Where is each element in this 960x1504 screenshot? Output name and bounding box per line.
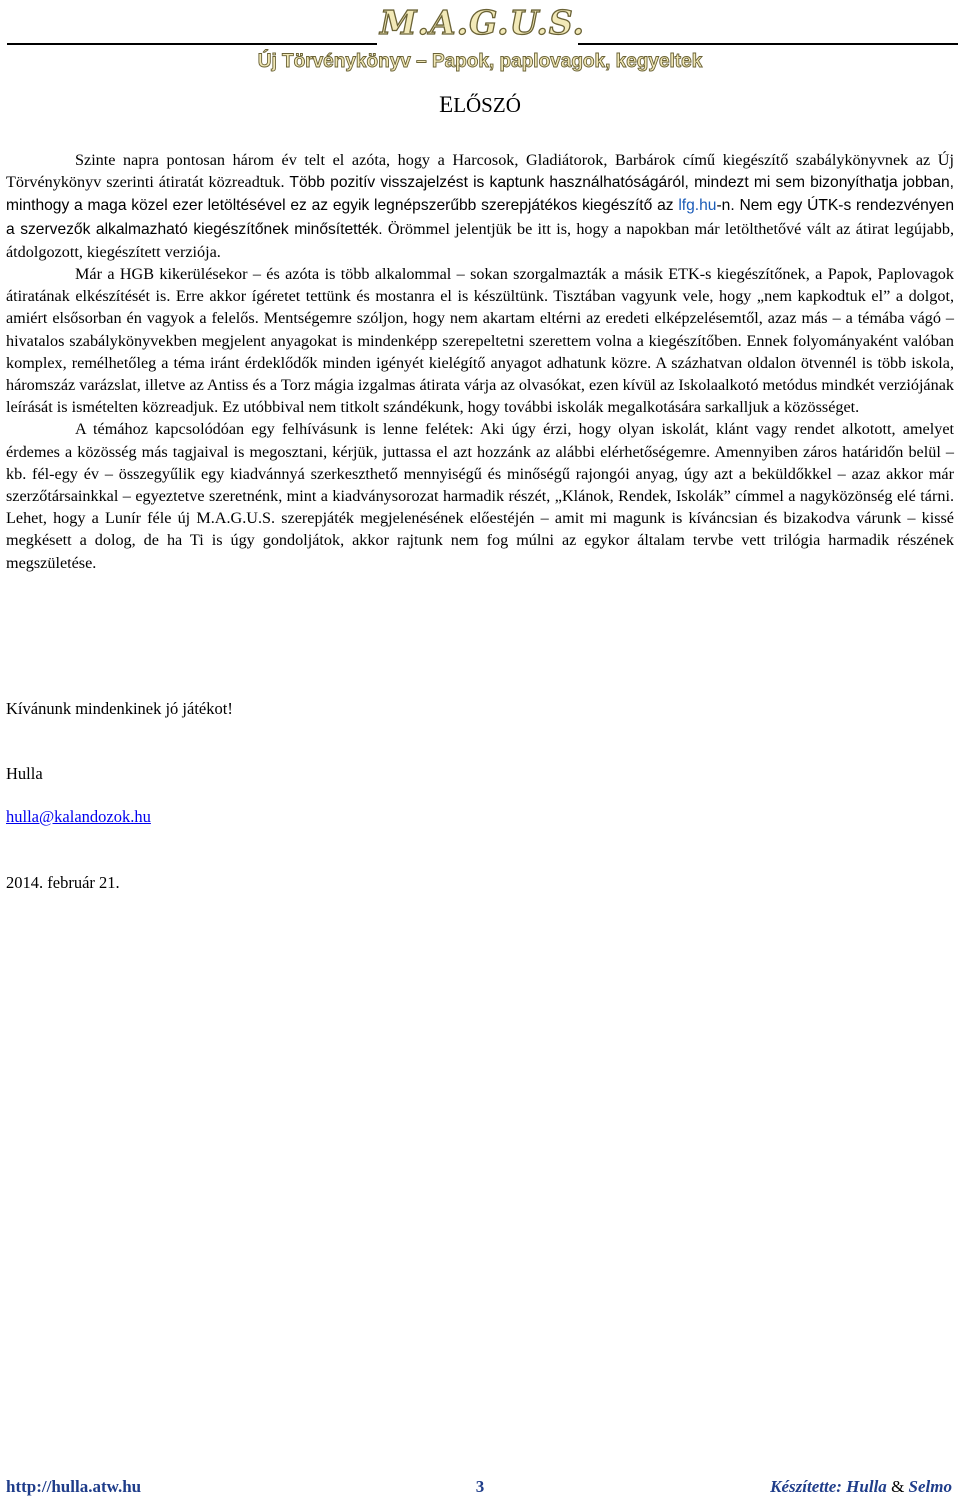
page-number: 3	[475, 1477, 485, 1496]
p2-sentence-1: Már a HGB kikerülésekor – és azóta is több alkalommal – sokan szorgalmazták a másik ETK-s kiegészítőnek, a Papok, Paplovagok átiratának elkészítését is. Erre akkor ígéretet tettünk és mostanra el is készültünk. Tisztában vagyunk vele, hogy „nem kapkodtuk el” a dolgot, amiért elsősorban én vagyok a felelős.	[6, 265, 954, 328]
credit-suffix: Selmo	[904, 1477, 952, 1496]
header-rule-right	[578, 43, 958, 45]
closing-line: Kívánunk mindenkinek jó játékot!	[6, 699, 233, 718]
paragraph-2	[6, 263, 954, 418]
p1-sentence-1: Szinte napra pontosan három év telt el azóta, hogy a Harcosok, Gladiátorok, Barbárok című kiegészítő szabálykönyvnek az Új Törvénykönyv szerinti átiratát közreadtuk.	[6, 151, 954, 192]
p1-sentence-4: Örömmel jelentjük be itt is, hogy a napokban már letölthetővé vált az átirat legújabb, átdolgozott, kiegészített verziója.	[6, 219, 954, 261]
signature: Hulla	[6, 764, 43, 783]
credit-ampersand: &	[891, 1477, 905, 1496]
p2-sentence-2: Mentségemre szóljon, hogy nem akartam eltérni az eredeti elképzelésemtől, azaz más – a témába vágó – hivatalos szabálykönyvekben megjelent anyagokat is mindenképp szerepeltetni szerettem volna a kiegészítőben.	[6, 309, 955, 350]
page-title	[0, 89, 960, 121]
brand-logo: M.A.G.U.S.	[380, 3, 585, 42]
paragraph-1	[6, 149, 954, 263]
credit-prefix: Készítette: Hulla	[770, 1477, 892, 1496]
p2-sentence-3: Ennek folyományaként valóban komplex, remélhetőleg a téma iránt érdeklődők minden igényét kielégítő anyagot adhatunk közre.	[6, 331, 954, 372]
p1-sentence-2: Több pozitív visszajelzést is kaptunk használhatóságáról, mindezt mi sem bizonyíthatja jobban, minthogy a maga közel ezer letöltésével ez az egyik legnépszerűbb szerepjátékos kiegészítő az	[6, 174, 954, 215]
page-title-rest: LŐSZÓ	[453, 93, 521, 117]
header-rule-left	[7, 43, 377, 45]
footer-credit	[770, 1474, 952, 1500]
lfg-link[interactable]: lfg.hu	[678, 197, 717, 215]
page-footer	[0, 1474, 960, 1500]
page-header	[0, 0, 960, 90]
header-subtitle: Új Törvénykönyv – Papok, paplovagok, kegyeltek	[257, 51, 703, 72]
body-text	[6, 149, 954, 574]
p1-sentence-3: -n. Nem egy ÚTK-s rendezvényen a szervezők alkalmazható kiegészítőnek minősítették.	[6, 197, 954, 238]
paragraph-3: A témához kapcsolódóan egy felhívásunk is lenne felétek: Aki úgy érzi, hogy olyan iskolát, klánt vagy rendet alkotott, amelyet érdemes a közösség más tagjaival is megosztani, kérjük, juttassa el azt hozzánk az alábbi elérhetőségemre. Amennyiben záros határidőn belül – kb. fél-egy év – összegyűlik egy kiadvánnyá szerkeszthető mennyiségű és minőségű rajongói anyag, úgy azt a beküldőkkel – azaz akkor már szerzőtársainkkal – egyeztetve szeretnénk, mint a kiadványsorozat harmadik részét, „Klánok, Rendek, Iskolák” címmel a nagyközönség elé tárni. Lehet, hogy a Lunír féle új M.A.G.U.S. szerepjáték megjelenésének előestéjén – amit mi magunk is kíváncsian és bizakodva várunk – kissé megkésett a dolog, de ha Ti is úgy gondoljátok, akkor rajtunk nem fog múlni az egykor általam tervbe vett trilógia harmadik részének megszületése.	[6, 420, 954, 572]
date: 2014. február 21.	[6, 873, 120, 892]
page-title-initial: E	[439, 92, 454, 117]
footer-url[interactable]: http://hulla.atw.hu	[6, 1477, 142, 1496]
p2-sentence-4: A százhatvan oldalon ötvennél is több iskola, háromszáz varázslat, illetve az Antiss és a Torz mágia izgalmas átirata várja az olvasókat, ezen kívül az Iskolaalkotó metódus mindkét verziójának leírását is ismételten közreadjuk.	[6, 353, 954, 417]
p2-sentence-5: Ez utóbbival nem titkolt szándékunk, hogy további iskolák megalkotására sarkalljuk a közösséget.	[222, 398, 860, 417]
email-link[interactable]: hulla@kalandozok.hu	[6, 807, 151, 826]
